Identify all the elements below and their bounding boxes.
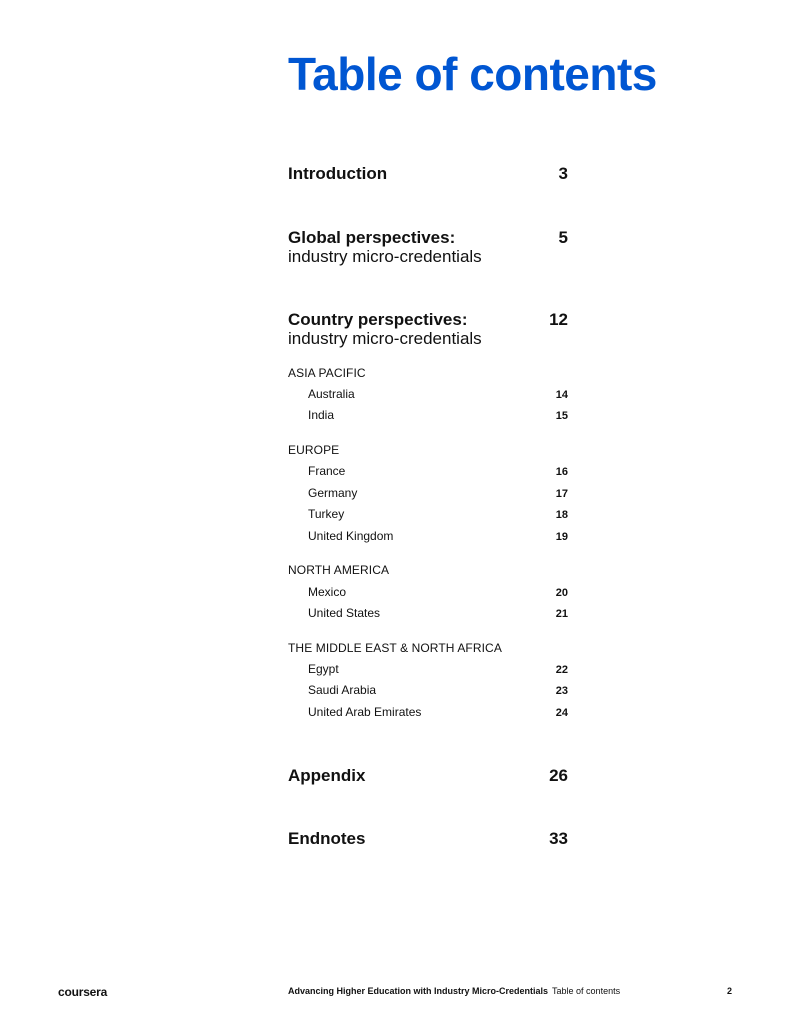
footer-document-info	[288, 986, 620, 996]
toc-item-page: 18	[555, 509, 568, 521]
toc-entry-united-arab-emirates[interactable]	[308, 705, 568, 720]
toc-item-name: Saudi Arabia	[308, 683, 377, 697]
toc-entry-france[interactable]	[308, 464, 568, 479]
toc-item-page: 24	[555, 707, 568, 719]
toc-entry-endnotes[interactable]	[288, 829, 568, 849]
toc-item-name: Mexico	[308, 585, 347, 599]
footer-doc-title: Advancing Higher Education with Industry Micro-Credentials	[288, 986, 549, 996]
toc-item-page: 17	[555, 488, 568, 500]
toc-entry-united-kingdom[interactable]	[308, 529, 568, 544]
toc-entry-australia[interactable]	[308, 387, 568, 402]
toc-entry-germany[interactable]	[308, 486, 568, 501]
toc-item-page: 21	[555, 608, 568, 620]
toc-item-page: 14	[555, 389, 568, 401]
toc-country-title: Country perspectives:	[288, 310, 468, 329]
footer-page-number: 2	[727, 986, 733, 996]
footer-section-name: Table of contents	[552, 986, 621, 996]
toc-item-name: Germany	[308, 486, 358, 500]
toc-country-subtitle: industry micro-credentials	[288, 329, 482, 348]
toc-entry-egypt[interactable]	[308, 662, 568, 677]
toc-item-name: Egypt	[308, 662, 339, 676]
toc-entry-saudi-arabia[interactable]	[308, 683, 568, 698]
toc-item-name: United States	[308, 606, 381, 620]
toc-entry-country-perspectives[interactable]	[288, 310, 568, 348]
region-label-north-america: NORTH AMERICA	[288, 563, 390, 577]
toc-item-name: Australia	[308, 387, 355, 401]
toc-endnotes-title: Endnotes	[288, 829, 366, 848]
toc-entry-india[interactable]	[308, 408, 568, 423]
toc-entry-global-perspectives[interactable]	[288, 228, 568, 266]
toc-item-page: 19	[555, 531, 568, 543]
toc-appendix-title: Appendix	[288, 766, 366, 785]
toc-item-page: 20	[555, 587, 568, 599]
toc-item-page: 15	[555, 410, 568, 422]
toc-item-name: United Kingdom	[308, 529, 394, 543]
toc-item-page: 23	[555, 685, 568, 697]
toc-country-page: 12	[549, 310, 568, 329]
toc-entry-united-states[interactable]	[308, 606, 568, 621]
toc-item-name: France	[308, 464, 346, 478]
toc-entry-introduction[interactable]	[288, 164, 568, 184]
toc-global-page: 5	[558, 228, 568, 247]
toc-item-page: 22	[555, 664, 568, 676]
toc-item-name: Turkey	[308, 507, 345, 521]
region-label-middle-east-north-africa: THE MIDDLE EAST & NORTH AFRICA	[288, 641, 502, 655]
coursera-logo: coursera	[58, 985, 108, 999]
toc-introduction-page: 3	[558, 164, 568, 183]
toc-endnotes-page: 33	[549, 829, 568, 848]
toc-appendix-page: 26	[549, 766, 568, 785]
toc-introduction-title: Introduction	[288, 164, 388, 183]
toc-entry-mexico[interactable]	[308, 585, 568, 600]
toc-entry-turkey[interactable]	[308, 507, 568, 522]
toc-item-name: United Arab Emirates	[308, 705, 422, 719]
toc-item-page: 16	[555, 466, 568, 478]
region-label-europe: EUROPE	[288, 443, 340, 457]
toc-global-title: Global perspectives:	[288, 228, 456, 247]
page-title: Table of contents	[288, 48, 657, 100]
toc-global-subtitle: industry micro-credentials	[288, 247, 482, 266]
toc-item-name: India	[308, 408, 335, 422]
toc-entry-appendix[interactable]	[288, 766, 568, 786]
region-label-asia-pacific: ASIA PACIFIC	[288, 366, 366, 380]
